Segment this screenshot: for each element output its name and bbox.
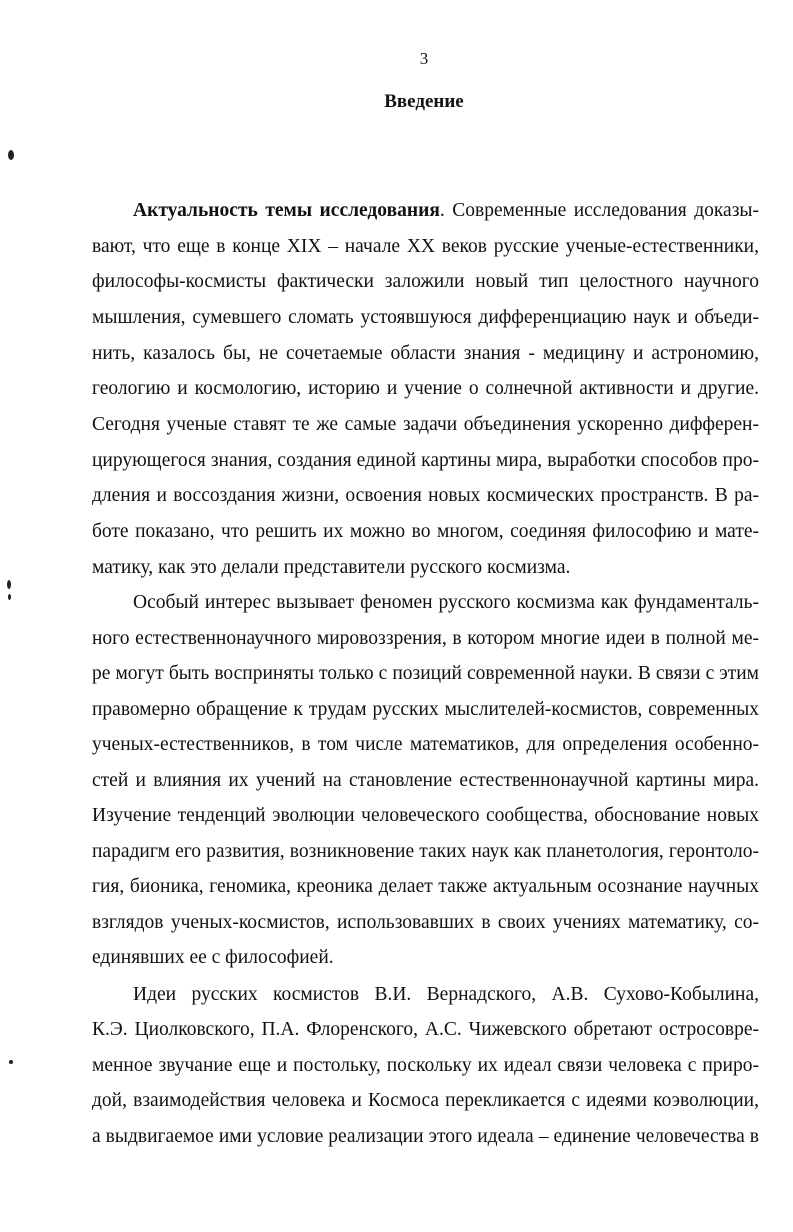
paragraph-1-line: матику, как это делали представители русского космизма.	[92, 557, 571, 578]
paragraph-1-line: философы-космисты фактически заложили новый тип целостного научного	[92, 271, 759, 292]
page-number: 3	[419, 49, 429, 68]
paragraph-2-line: стей и влияния их учений на становление естественнонаучной картины мира.	[92, 770, 759, 791]
paragraph-1-lead: Актуальность темы исследования	[133, 200, 440, 221]
paragraph-2-line: единявших ее с философией.	[92, 947, 334, 968]
paragraph-2-line: правомерно обращение к трудам русских мыслителей-космистов, современных	[92, 699, 759, 720]
scan-speck	[9, 1060, 13, 1064]
paragraph-1-line: Сегодня ученые ставят те же самые задачи объединения ускоренно дифферен-	[92, 414, 759, 435]
paragraph-2-line: взглядов ученых-космистов, использовавших в своих учениях математику, со-	[92, 912, 759, 933]
paragraph-2-line: гия, бионика, геномика, креоника делает также актуальным осознание научных	[92, 876, 759, 897]
paragraph-2-line: ного естественнонаучного мировоззрения, в котором многие идеи в полной ме-	[92, 628, 759, 649]
paragraph-3-line: менное звучание еще и постольку, поскольку их идеал связи человека с приро-	[92, 1055, 759, 1076]
paragraph-1-line: мышления, сумевшего сломать устоявшуюся дифференциацию наук и объеди-	[92, 307, 759, 328]
paragraph-1-line-1	[133, 199, 759, 223]
paragraph-2-line: парадигм его развития, возникновение таких наук как планетология, геронтоло-	[92, 841, 759, 862]
scan-speck	[7, 580, 11, 589]
paragraph-2-line: Особый интерес вызывает феномен русского космизма как фундаменталь-	[133, 592, 759, 613]
paragraph-2-line: ре могут быть восприняты только с позиций современной науки. В связи с этим	[92, 663, 759, 684]
paragraph-1-line: нить, казалось бы, не сочетаемые области знания - медицину и астрономию,	[92, 343, 759, 364]
paragraph-2-line: Изучение тенденций эволюции человеческого сообщества, обоснование новых	[92, 805, 759, 826]
paragraph-1-lead-rest: . Современные исследования доказы-	[439, 200, 759, 221]
scan-speck	[8, 150, 14, 160]
paragraph-1-line: цирующегося знания, создания единой картины мира, выработки способов про-	[92, 450, 759, 471]
paragraph-1-line: вают, что еще в конце XIX – начале XX веков русские ученые-естественники,	[92, 236, 759, 257]
scan-speck	[8, 594, 11, 600]
paragraph-3-line: Идеи русских космистов В.И. Вернадского, А.В. Сухово-Кобылина,	[133, 984, 759, 1005]
paragraph-2-line: ученых-естественников, в том числе математиков, для определения особенно-	[92, 734, 759, 755]
page-title: Введение	[384, 91, 464, 112]
paragraph-1-line: боте показано, что решить их можно во многом, соединяя философию и мате-	[92, 521, 759, 542]
paragraph-1-line: геологию и космологию, историю и учение о солнечной активности и другие.	[92, 378, 759, 399]
paragraph-3-line: дой, взаимодействия человека и Космоса перекликается с идеями коэволюции,	[92, 1090, 759, 1111]
paragraph-3-line: К.Э. Циолковского, П.А. Флоренского, А.С. Чижевского обретают остросовре-	[92, 1019, 759, 1040]
paragraph-1-line: дления и воссоздания жизни, освоения новых космических пространств. В ра-	[92, 485, 759, 506]
paragraph-3-line: а выдвигаемое ими условие реализации этого идеала – единение человечества в	[92, 1126, 759, 1147]
